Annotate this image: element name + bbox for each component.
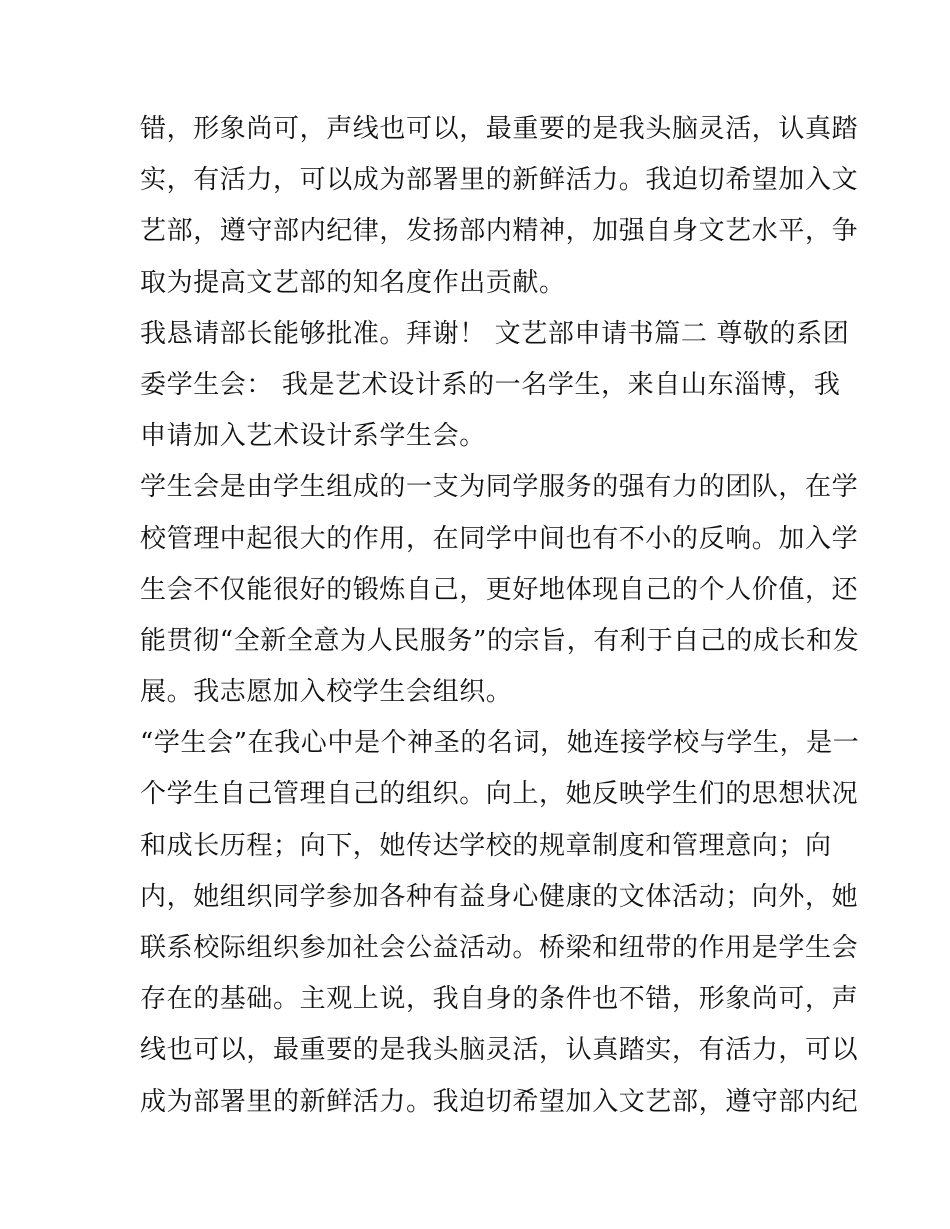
- text-line: 取为提高文艺部的知名度作出贡献。: [140, 267, 566, 298]
- text-line: 实，有活力，可以成为部署里的新鲜活力。我迫切希望加入文: [140, 165, 859, 196]
- text-line: 内，她组织同学参加各种有益身心健康的文体活动；向外，她: [140, 881, 859, 912]
- text-line: 展。我志愿加入校学生会组织。: [140, 677, 513, 708]
- text-line: 我恳请部长能够批准。拜谢！ 文艺部申请书篇二 尊敬的系团: [140, 318, 850, 349]
- text-line: 错，形象尚可，声线也可以，最重要的是我头脑灵活，认真踏: [140, 114, 859, 144]
- text-line: 成为部署里的新鲜活力。我迫切希望加入文艺部，遵守部内纪: [140, 1086, 859, 1117]
- text-line: 存在的基础。主观上说，我自身的条件也不错，形象尚可，声: [140, 984, 859, 1015]
- text-line: 能贯彻“全新全意为人民服务”的宗旨，有利于自己的成长和发: [140, 625, 860, 656]
- text-line: 学生会是由学生组成的一支为同学服务的强有力的团队，在学: [140, 472, 859, 503]
- text-line: “学生会”在我心中是个神圣的名词，她连接学校与学生，是一: [140, 728, 860, 759]
- text-line: 申请加入艺术设计系学生会。: [140, 421, 486, 452]
- text-line: 线也可以，最重要的是我头脑灵活，认真踏实，有活力，可以: [140, 1035, 859, 1066]
- text-line: 校管理中起很大的作用，在同学中间也有不小的反响。加入学: [140, 523, 859, 554]
- text-line: 个学生自己管理自己的组织。向上，她反映学生们的思想状况: [140, 779, 859, 810]
- text-line: 联系校际组织参加社会公益活动。桥梁和纽带的作用是学生会: [140, 933, 859, 963]
- text-line: 生会不仅能很好的锻炼自己，更好地体现自己的个人价值，还: [140, 574, 859, 605]
- text-line: 艺部，遵守部内纪律，发扬部内精神，加强自身文艺水平，争: [140, 216, 859, 247]
- text-line: 委学生会： 我是艺术设计系的一名学生，来自山东淄博，我: [140, 369, 841, 400]
- document-body: [140, 104, 860, 1128]
- text-line: 和成长历程；向下，她传达学校的规章制度和管理意向；向: [140, 830, 832, 861]
